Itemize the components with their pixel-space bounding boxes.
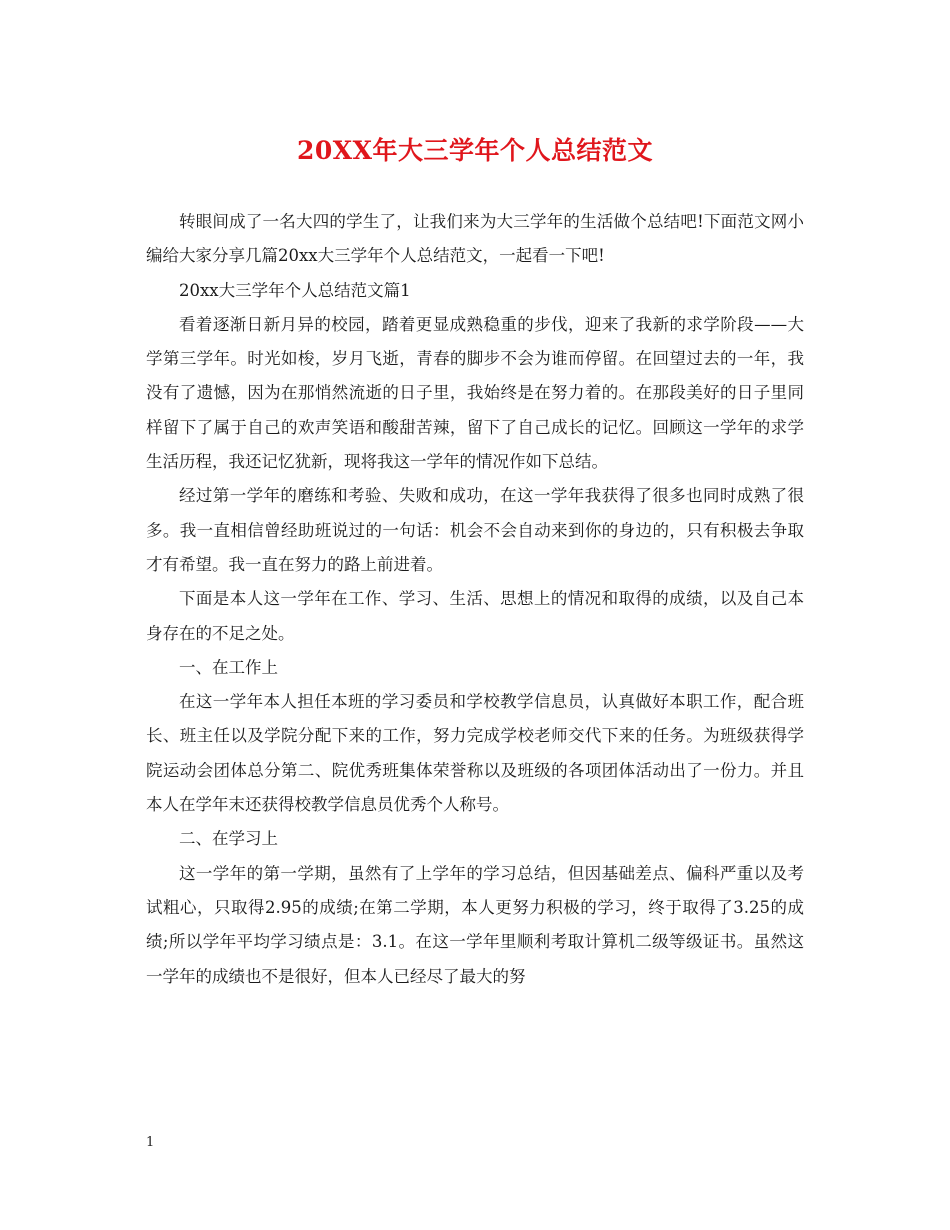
paragraph: 这一学年的第一学期，虽然有了上学年的学习总结，但因基础差点、偏科严重以及考试粗心，只取得2.95的成绩;在第二学期，本人更努力积极的学习，终于取得了3.25的成绩;所以学年平均学习绩点是：3.1。在这一学年里顺利考取计算机二级等级证书。虽然这一学年的成绩也不是很好，但本人已经尽了最大的努 bbox=[146, 863, 804, 986]
paragraph-subheading-study: 二、在学习上 bbox=[179, 829, 278, 849]
paragraph: 看着逐渐日新月异的校园，踏着更显成熟稳重的步伐，迎来了我新的求学阶段——大学第三学年。时光如梭，岁月飞逝，青春的脚步不会为谁而停留。在回望过去的一年，我没有了遗憾，因为在那悄然流逝的日子里，我始终是在努力着的。在那段美好的日子里同样留下了属于自己的欢声笑语和酸甜苦辣，留下了自己成长的记忆。回顾这一学年的求学生活历程，我还记忆犹新，现将我这一学年的情况作如下总结。 bbox=[146, 314, 804, 472]
paragraph-intro: 转眼间成了一名大四的学生了，让我们来为大三学年的生活做个总结吧!下面范文网小编给大家分享几篇20xx大三学年个人总结范文，一起看一下吧! bbox=[146, 212, 804, 266]
paragraph: 经过第一学年的磨练和考验、失败和成功，在这一学年我获得了很多也同时成熟了很多。我一直相信曾经助班说过的一句话：机会不会自动来到你的身边的，只有积极去争取才有希望。我一直在努力的路上前进着。 bbox=[146, 486, 804, 574]
paragraph-section-heading: 20xx大三学年个人总结范文篇1 bbox=[179, 280, 411, 300]
paragraph: 在这一学年本人担任本班的学习委员和学校教学信息员，认真做好本职工作，配合班长、班主任以及学院分配下来的工作，努力完成学校老师交代下来的任务。为班级获得学院运动会团体总分第二、院优秀班集体荣誉称以及班级的各项团体活动出了一份力。并且本人在学年末还获得校教学信息员优秀个人称号。 bbox=[146, 692, 804, 815]
paragraph: 下面是本人这一学年在工作、学习、生活、思想上的情况和取得的成绩，以及自己本身存在的不足之处。 bbox=[146, 589, 804, 643]
paragraph-subheading-work: 一、在工作上 bbox=[179, 657, 278, 677]
document-body bbox=[146, 205, 804, 994]
document-title: 20XX年大三学年个人总结范文 bbox=[296, 136, 654, 165]
page-number: 1 bbox=[146, 1135, 155, 1150]
